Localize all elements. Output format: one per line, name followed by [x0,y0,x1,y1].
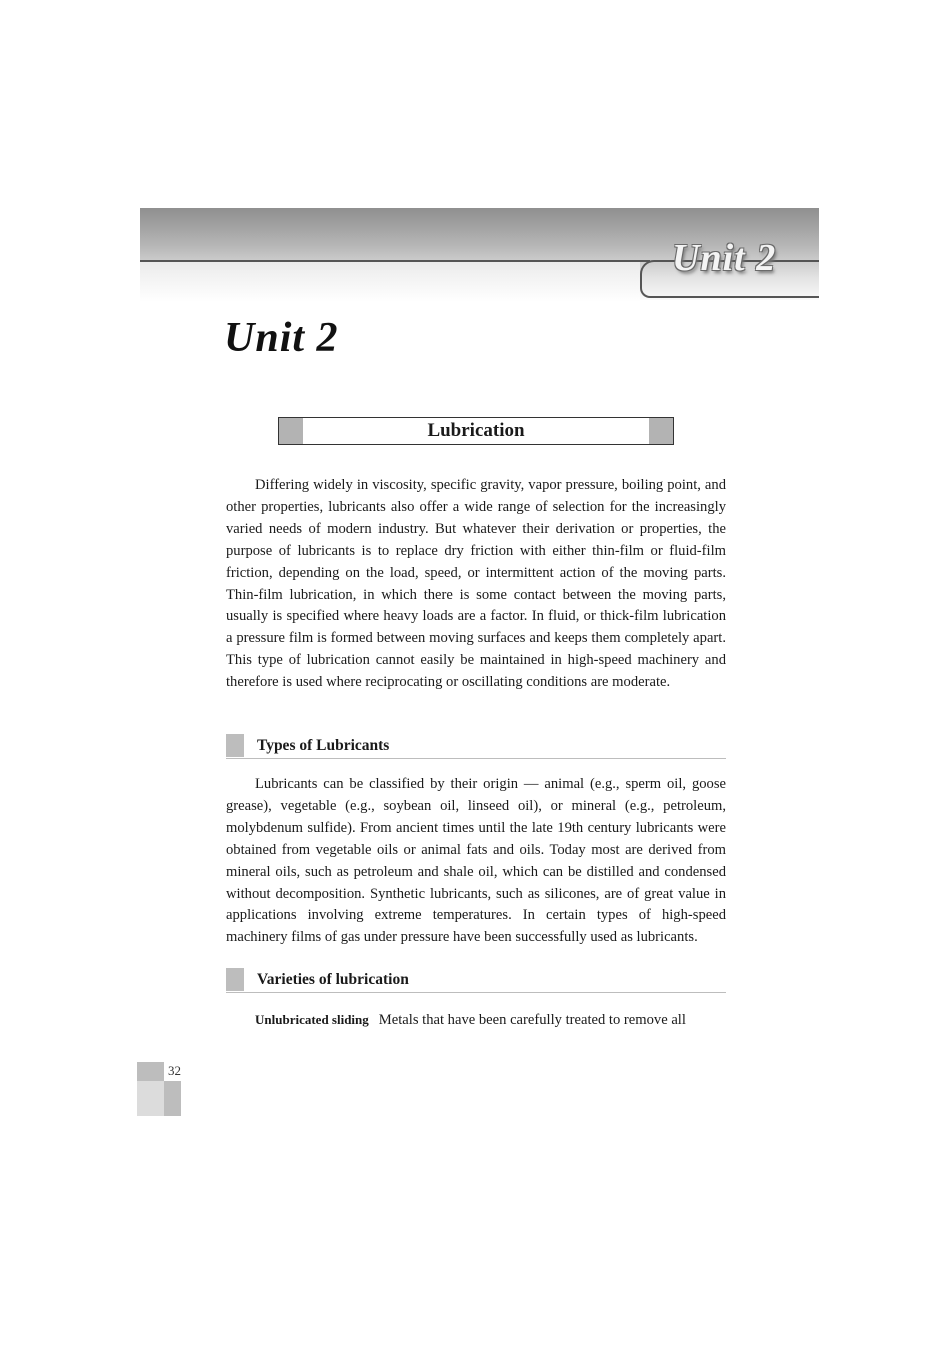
intro-paragraph: Differing widely in viscosity, specific gravity, vapor pressure, boiling point, and other properties, lubricants also offer a wide range of selection for the increasingly varied needs of modern industry. But whatever their derivation or properties, the purpose of lubricants is to replace dry friction with either thin-film or fluid-film friction, depending on the load, speed, or intermittent action of the moving parts. Thin-film lubrication, in which there is some contact between the moving parts, usually is specified where heavy loads are a factor. In fluid, or thick-film lubrication a pressure film is formed between moving surfaces and keeps them completely apart. This type of lubrication cannot easily be maintained in high-speed machinery and therefore is used where reciprocating or oscillating conditions are moderate. [226,477,726,691]
unit-title: Unit 2 [224,315,339,361]
section-paragraph-text: Metals that have been carefully treated to remove all [378,1012,686,1028]
header-rule [140,260,650,262]
section-heading-varieties [226,968,726,993]
section-paragraph-varieties [226,1009,726,1032]
title-box-right-cap [649,418,673,444]
section-heading-label: Types of Lubricants [257,737,390,754]
section-heading-label: Varieties of lubrication [257,971,409,988]
page-number: 32 [168,1063,181,1078]
section-marker [226,734,244,757]
page-corner-block [137,1081,164,1116]
header-band-lower [140,262,640,302]
page-corner-block [137,1062,164,1081]
chapter-title-box [278,417,674,445]
section-heading-types [226,734,726,759]
page-corner-block [164,1081,181,1116]
header-unit-label: Unit 2 [672,237,777,279]
section-paragraph-types: Lubricants can be classified by their origin — animal (e.g., sperm oil, goose grease), vegetable (e.g., soybean oil, linseed oil), or mineral (e.g., petroleum, molybdenum sulfide). From ancient times until the late 19th century lubricants were obtained from vegetable oils or animal fats and oils. Today most are derived from mineral oils, such as petroleum and shale oil, which can be distilled and condensed without decomposition. Synthetic lubricants, such as silicones, are of great value in applications involving extreme temperatures. In certain types of high-speed machinery films of gas under pressure have been successfully used as lubricants. [226,776,726,946]
section-marker [226,968,244,991]
subheading-unlubricated-sliding: Unlubricated sliding [255,1012,369,1027]
chapter-title: Lubrication [427,420,525,441]
